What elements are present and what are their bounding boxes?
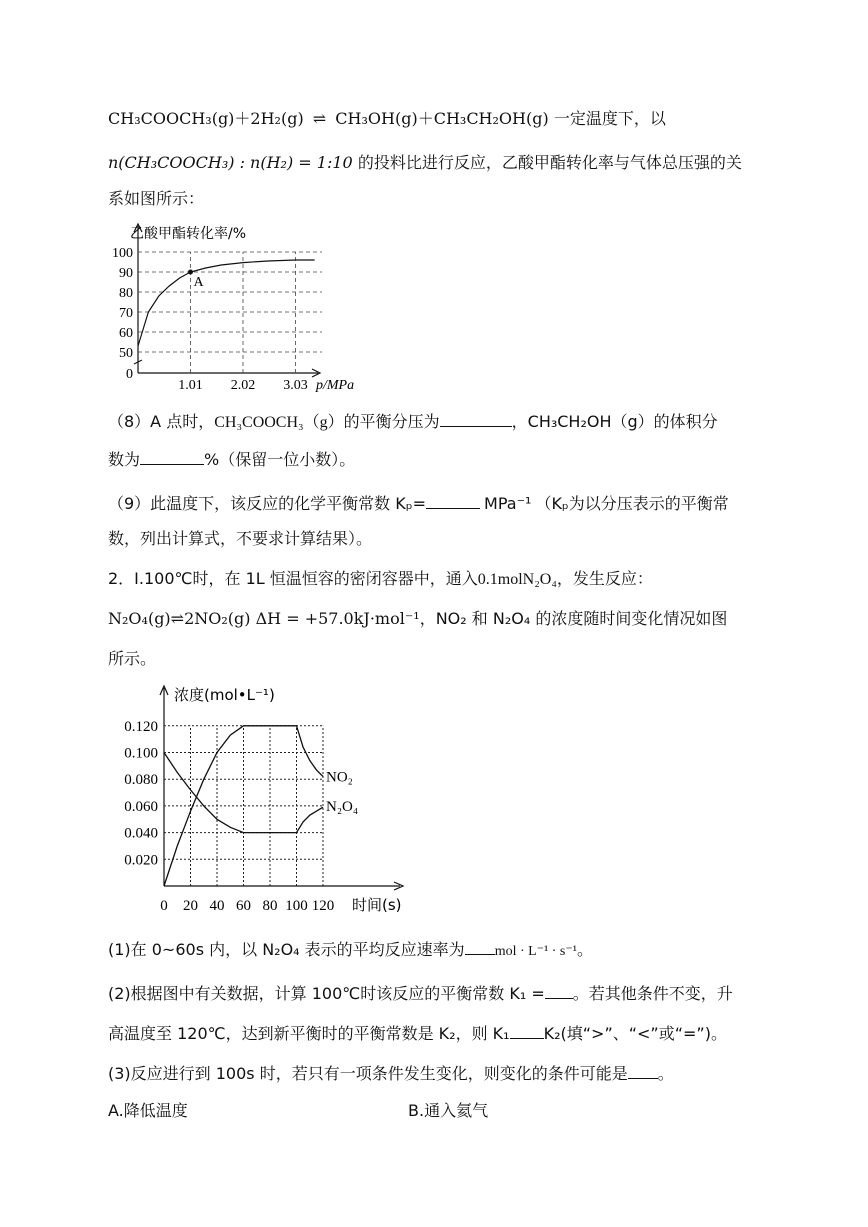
equation-tail: 一定温度下，以: [553, 109, 666, 128]
x-tick-label: 60: [236, 898, 251, 914]
q8-species-1: CH₃COOCH₃（g）: [214, 414, 344, 431]
sub1-blank[interactable]: [465, 938, 495, 955]
subquestion-1: [108, 938, 593, 963]
x-tick-label: 20: [183, 898, 198, 914]
sub3-blank[interactable]: [628, 1062, 658, 1079]
point-a-marker: [188, 270, 193, 275]
point-a-label: A: [193, 275, 204, 290]
subquestion-2-line-1: [108, 982, 733, 1005]
concentration-time-chart: [108, 682, 418, 914]
x-axis-label: 时间(s): [352, 896, 402, 914]
q9-blank[interactable]: [426, 492, 480, 509]
sub2-blank-2[interactable]: [510, 1022, 544, 1039]
y-tick-label: 0.060: [124, 798, 158, 815]
equation-products: CH₃OH(g)＋CH₃CH₂OH(g): [335, 109, 549, 128]
x-tick-label: 0: [160, 898, 168, 914]
y-tick-label: 50: [119, 346, 133, 361]
question-9-line-2: 数，列出计算式，不要求计算结果）。: [108, 529, 373, 548]
question-8-line-2: [108, 448, 355, 471]
sub1-end: 。: [576, 940, 593, 959]
x-axis-label: p/MPa: [316, 378, 355, 393]
q9-suffix: （Kₚ为以分压表示的平衡常: [535, 494, 729, 513]
feed-ratio-tail: 的投料比进行反应，乙酸甲酯转化率与气体总压强的关: [357, 153, 742, 172]
intro-line-3: 系如图所示：: [108, 189, 205, 208]
x-tick-label: 1.01: [178, 378, 203, 393]
q9-prefix: （9）此温度下，该反应的化学平衡常数 Kₚ=: [108, 494, 427, 513]
q2-prefix: 2．Ⅰ.100℃时，在 1L 恒温恒容的密闭容器中，通入: [108, 569, 478, 588]
y-tick-label: 0.120: [124, 718, 158, 735]
question-2-line-2: [108, 608, 727, 630]
sub2-line1-prefix: (2)根据图中有关数据，计算 100℃时该反应的平衡常数 K₁ =: [108, 984, 545, 1003]
subquestion-2-line-2: [108, 1022, 727, 1045]
x-tick-label: 120: [311, 898, 335, 914]
x-tick-label: 3.03: [283, 378, 308, 393]
question-8-line-1: [108, 410, 718, 434]
legend-no2: NO₂: [326, 769, 353, 786]
option-b[interactable]: B.通入氦气: [408, 1101, 489, 1120]
x-tick-label: 2.02: [230, 378, 256, 393]
sub1-prefix: (1)在 0~60s 内，以 N₂O₄ 表示的平均反应速率为: [108, 940, 465, 959]
y-tick-label: 80: [119, 286, 133, 301]
y-tick-label: 60: [119, 326, 133, 341]
sub3-text: (3)反应进行到 100s 时，若只有一项条件发生变化，则变化的条件可能是: [108, 1064, 628, 1083]
x-tick-label: 80: [262, 898, 278, 914]
q8-line2-suffix: %（保留一位小数）。: [204, 450, 356, 469]
q8-blank-2[interactable]: [140, 448, 204, 465]
equilibrium-arrow: ⇌: [312, 109, 327, 128]
sub2-line2-prefix: 高温度至 120℃，达到新平衡时的平衡常数是 K₂，则 K₁: [108, 1024, 510, 1043]
q2-equation-tail: ，NO₂ 和 N₂O₄ 的浓度随时间变化情况如图: [419, 609, 728, 628]
y-axis-label: 浓度(mol•L⁻¹): [174, 686, 275, 704]
q2-suffix: ，发生反应：: [556, 569, 653, 588]
sub3-end: 。: [657, 1064, 674, 1083]
subquestion-3: [108, 1062, 674, 1085]
y-tick-label: 0.080: [124, 772, 158, 789]
y-axis-label: 乙酸甲酯转化率/%: [130, 226, 247, 242]
q8-prefix: （8）A 点时，: [108, 412, 215, 431]
x-tick-label: 100: [285, 898, 308, 914]
feed-ratio-line: [108, 152, 742, 174]
x-tick-label: 40: [209, 898, 225, 914]
sub2-line2-suffix: K₂(填“>”、“<”或“=”)。: [543, 1024, 727, 1043]
feed-ratio: n(CH₃COOCH₃) : n(H₂) = 1:10: [108, 153, 353, 172]
q8-line2-prefix: 数为: [108, 450, 141, 469]
reaction-equation-line: [108, 108, 666, 130]
q2-equation: N₂O₄(g)⇌2NO₂(g) ΔH = +57.0kJ·mol⁻¹: [108, 609, 420, 628]
y-tick-label: 0.100: [124, 745, 158, 762]
question-2-line-1: [108, 568, 653, 591]
equation-reactants: CH₃COOCH₃(g)＋2H₂(g): [108, 109, 304, 128]
q8-blank-1[interactable]: [440, 410, 512, 427]
conversion-pressure-chart: [100, 218, 390, 393]
question-9-line-1: [108, 492, 729, 515]
y-tick-label: 0: [126, 367, 133, 382]
option-a[interactable]: A.降低温度: [108, 1101, 188, 1120]
q2-amount: 0.1molN₂O₄: [477, 571, 557, 588]
sub2-line1-suffix: 。若其他条件不变，升: [572, 984, 733, 1003]
conversion-curve: [138, 260, 315, 346]
y-tick-label: 100: [112, 246, 133, 261]
q9-unit: MPa⁻¹: [484, 494, 532, 513]
q8-species-2: ，CH₃CH₂OH（g）的体积分: [511, 412, 718, 431]
question-2-line-3: 所示。: [108, 649, 157, 668]
sub1-unit: mol · L⁻¹ · s⁻¹: [494, 944, 577, 959]
y-tick-label: 70: [119, 306, 133, 321]
legend-n2o4: N₂O₄: [326, 799, 359, 816]
sub2-blank-1[interactable]: [545, 982, 573, 999]
y-tick-label: 0.040: [124, 825, 158, 842]
q8-mid: 的平衡分压为: [343, 412, 440, 431]
y-tick-label: 90: [119, 266, 133, 281]
y-tick-label: 0.020: [124, 852, 158, 869]
